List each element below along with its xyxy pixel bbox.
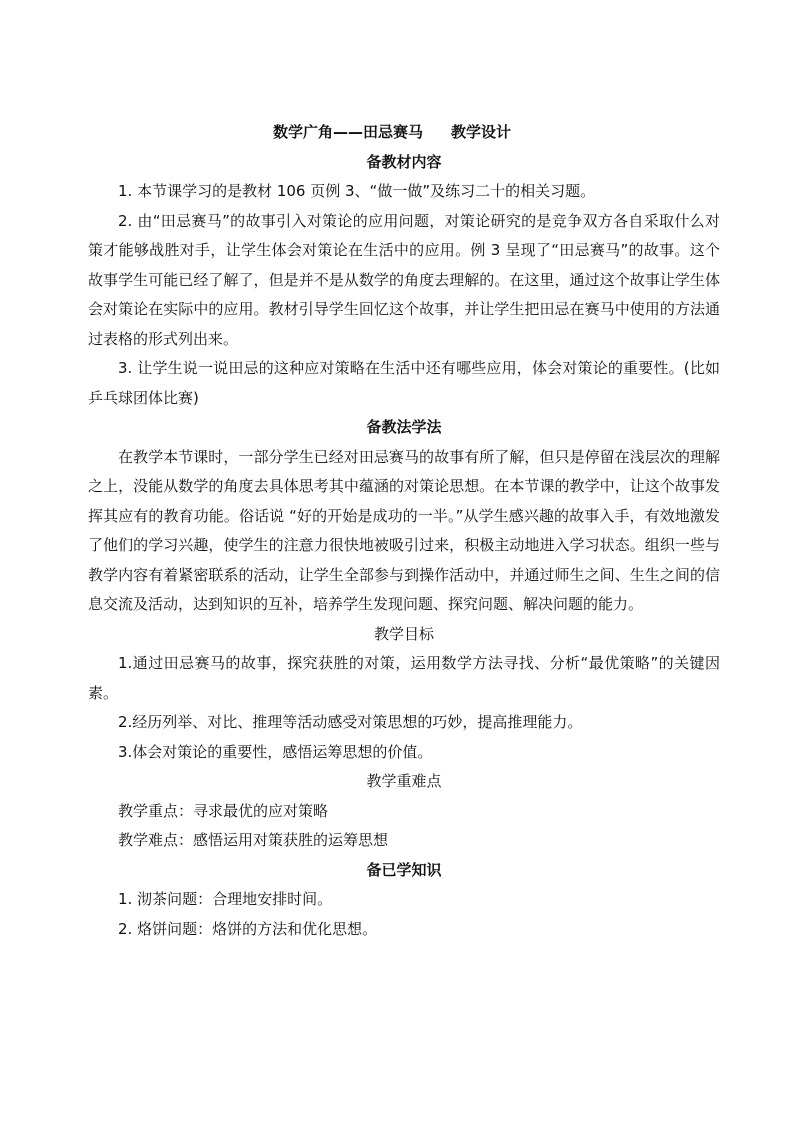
prior-item-2: 2. 烙饼问题：烙饼的方法和优化思想。 <box>118 919 378 938</box>
methods-paragraph: 在教学本节课时，一部分学生已经对田忌赛马的故事有所了解，但只是停留在浅层次的理解之上，没能从数学的角度去具体思考其中蕴涵的对策论思想。在本节课的教学中，让这个故事发挥其应有的教育功能。俗话说 “好的开始是成功的一半。”从学生感兴趣的故事入手，有效地激发了他们的学习兴趣，使学生的注意力很快地被吸引过来，积极主动地进入学习状态。组织一些与教学内容有着紧密联系的活动，让学生全部参与到操作活动中，并通过师生之间、生生之间的信息交流及活动，达到知识的互补，培养学生发现问题、探究问题、解决问题的能力。 <box>88 447 720 613</box>
materials-item-1: 1. 本节课学习的是教材 106 页例 3、“做一做”及练习二十的相关习题。 <box>118 182 596 200</box>
prior-item-1: 1. 沏茶问题：合理地安排时间。 <box>118 890 333 908</box>
materials-item-3: 3. 让学生说一说田忌的这种应对策略在生活中还有哪些应用，体会对策论的重要性。(比如乒乓球团体比赛) <box>88 359 720 407</box>
title-main: 数学广角——田忌赛马 <box>272 123 423 141</box>
goals-item-3: 3.体会对策论的重要性，感悟运筹思想的价值。 <box>118 742 433 761</box>
heading-keypoints: 教学重难点 <box>366 772 442 790</box>
heading-prior: 备已学知识 <box>366 860 442 879</box>
goals-item-2: 2.经历列举、对比、推理等活动感受对策思想的巧妙，提高推理能力。 <box>118 713 583 731</box>
heading-methods: 备教法学法 <box>366 418 442 436</box>
keypoint-difficulty: 教学难点：感悟运用对策获胜的运筹思想 <box>118 831 389 849</box>
heading-materials: 备教材内容 <box>366 152 442 171</box>
materials-item-2: 2. 由“田忌赛马”的故事引入对策论的应用问题，对策论研究的是竞争双方各自采取什么对策才能够战胜对手，让学生体会对策论在生活中的应用。例 3 呈现了“田忌赛马”的故事。这个故事学生可能已经了解了，但是并不是从数学的角度去理解的。在这里，通过这个故事让学生体会对策论在实际中的应用。教材引导学生回忆这个故事，并让学生把田忌在赛马中使用的方法通过表格的形式列出来。 <box>88 211 720 348</box>
document-title <box>64 118 720 148</box>
goals-item-1: 1.通过田忌赛马的故事，探究获胜的对策，运用数学方法寻找、分析“最优策略”的关键因素。 <box>88 654 720 702</box>
heading-goals: 教学目标 <box>373 624 434 643</box>
keypoint-focus: 教学重点：寻求最优的应对策略 <box>118 801 329 820</box>
title-suffix: 教学设计 <box>451 123 512 141</box>
document-body <box>88 118 720 944</box>
